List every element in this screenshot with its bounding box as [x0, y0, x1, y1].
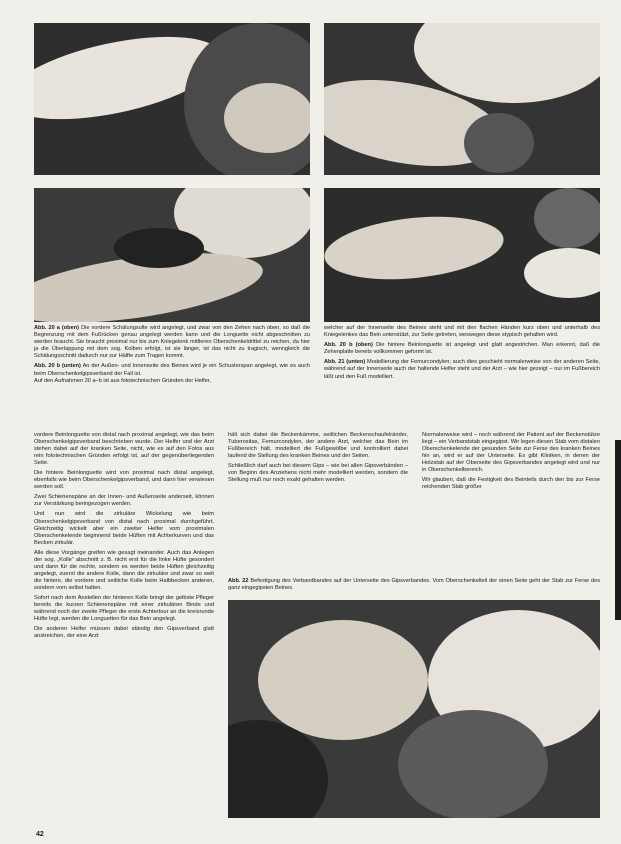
photo-abb20a-right [324, 23, 600, 175]
photo-abb22 [228, 600, 600, 818]
body-column-3 [422, 432, 600, 494]
caption-abb20b-label: Abb. 20 b (unten) [34, 363, 81, 370]
photo-abb21 [324, 188, 600, 322]
caption-abb22-text: Befestigung des Verbandbandes auf der Unterseite des Gipsverbandes. Vom Oberschenkelteil der einen Seite geht der Stab zur Ferse des ganz eingegipsten Beines. [228, 578, 600, 592]
caption-abb21-label: Abb. 21 (unten) [324, 359, 366, 366]
photo-abb20a-left [34, 23, 310, 175]
caption-abb20a-label: Abb. 20 a (oben) [34, 325, 79, 331]
caption-abb20a-text: Die vordere Schälungsulte wird angelegt, und zwar von den Zehen nach oben, so daß die Begrenzung mit dem Fußrücken genau angelegt werden kann und die Longuette nicht abgeschnitten zu werden braucht. Sie braucht proximal nur bis zum Kniegelenk mittleren Oberschenkeldrittel zu reichen, da hier ja die Überlappung mit dem sog. Kolben erfolgt, ist sie länger, ist das nicht zu tragisch, wenngleich die Schälungsschnitt dadurch nur zur Hälfte zum Tragen kommt. [34, 325, 311, 360]
body-paragraph: Wir glauben, daß die Festigkeit des Beinteils durch den bis zur Ferse reichenden Stab größer [422, 477, 600, 491]
body-paragraph: Die hintere Beinlonguette wird von proximal nach distal angelegt, ebenfalls wie beim Oberschenkelgipsverband, und dann hier verwiesen werden soll. [34, 470, 214, 491]
photo-abb20b [34, 188, 310, 322]
body-paragraph: Schließlich darf auch bei diesem Gips – wie bei allen Gipsverbänden – von Beginn des Anziehens nicht mehr modelliert werden, sondern die Stellung muß nur noch exakt gehalten werden. [228, 463, 408, 484]
caption-abb21-text: Modellierung der Femurcondylen; auch dies geschieht normalerweise von der anderen Seite, während auf der Innenseite auch der haltende Helfer steht und der Arzt – wie hier gezeigt – nur im Fußbereich läßt und den Fuß modelliert. [324, 359, 600, 380]
body-paragraph: Alle diese Vorgänge greifen wie gesagt ineinander. Auch das Anlegen der sog. „Kolle“ abschnitt z. B. nicht erst für die linke Hüfte gesondert und dann für die rechte, sondern es werden beide Hüften gleichzeitig angelegt, zuerst die andere Kolle, dann die zirkuläre und zwar so weit die hintere, die vordere und seitliche Kolle beim Halbbecken anderen, sondern vom selbst halten. [34, 549, 214, 591]
page-edge-mark [615, 440, 621, 620]
page-number: 42 [36, 831, 44, 838]
caption-abb20-note: Auf den Aufnahmen 20 a–b ist aus fototechnischen Gründen der Helfer, [34, 377, 211, 384]
caption-block-left [34, 325, 310, 388]
body-column-1 [34, 432, 214, 643]
body-paragraph: Zwei Schienenspäne an der Innen- und Außenseite anderseit, können zur Verstärkung beringezogen werden. [34, 494, 214, 508]
caption-abb20-continued: welcher auf der Innenseite des Beines steht und mit den flachen Händen kurz oben und unterhalb des Kniegelenkes das Bein unterstützt, zur Seite getreten, weswegen diese stypisch gehalten wird. [324, 325, 600, 339]
body-paragraph: vordere Beinlonguette von distal nach proximal angelegt, wie das beim Oberschenkelgipsverband beschrieben wurde. Der Helfer und der Arzt stehen dabei auf der kranken Seite, nicht, wie es auf den Fotos aus rein fototechnischen Gründen erfolgt ist, auf der gegenüberliegenden Seite. [34, 432, 214, 467]
caption-block-right [324, 325, 600, 384]
caption-abb20c-text: Die hintere Beinlonguette ist angelegt und glatt angestrichen. Man erkennt, daß die Zehenplatte bereits vollkommen geformt ist. [324, 342, 600, 356]
caption-abb22-label: Abb. 22 [228, 578, 249, 584]
body-paragraph: Sofort nach dem Anstellen der hinteren Kolle bringt der gelbste Pfleger bereits die kurzen Schienenspäne mit einer zirkulären Binde und während noch der zweite Pfleger die erste Achtertour an die kreisrunde Hüfte legt, werden die Longuetten für das Bein angelegt. [34, 594, 214, 623]
body-paragraph: Und nun wird die zirkuläre Wickelung wie beim Oberschenkelgipsverband von distal nach proximal durchgeführt. Gleichzeitig wickelt aber ein zweiter Helfer vom proximalen Oberschenkelende beginnend beide Hüften mit Achterkurven und das Becken zirkulär. [34, 511, 214, 546]
caption-abb22 [228, 578, 600, 595]
body-paragraph: hält sich dabei die Beckenkämme, seitlichen Beckenschaufelränder, Tuberositas, Femurcondylen, der andere Arzt, welcher das Bein im Fußbereich hält, modelliert die Fußgewölbe und kontrolliert dabei laufend die Stellung des kranken Beines und der Seiten. [228, 432, 408, 460]
body-column-2 [228, 432, 408, 487]
body-paragraph: Normalerweise wird – noch während der Patient auf der Beckenstütze liegt – ein Verbandstab eingegipst. Wir legen diesen Stab vom distalen Oberschenkelende der gesunden Seite zur Ferse des kranken Beines hin an, wird er auf der Unterseite. Es gibt Kliniken, in denen der Holzstab auf der Oberseite des Gipsverbandes angelegt wird und nur in Oberschenkelbereich. [422, 432, 600, 474]
caption-abb20c-label: Abb. 20 b (oben) [324, 342, 373, 349]
caption-abb20b-text: An der Außen- und Innenseite des Beines wird je ein Schusterspan angelegt, wie es auch beim Oberschenkelgipsverband der Fall ist. [34, 363, 310, 377]
body-paragraph: Die anderen Helfer müssen dabei ständig den Gipsverband glatt anstreichen, der eine Arzt [34, 626, 214, 640]
